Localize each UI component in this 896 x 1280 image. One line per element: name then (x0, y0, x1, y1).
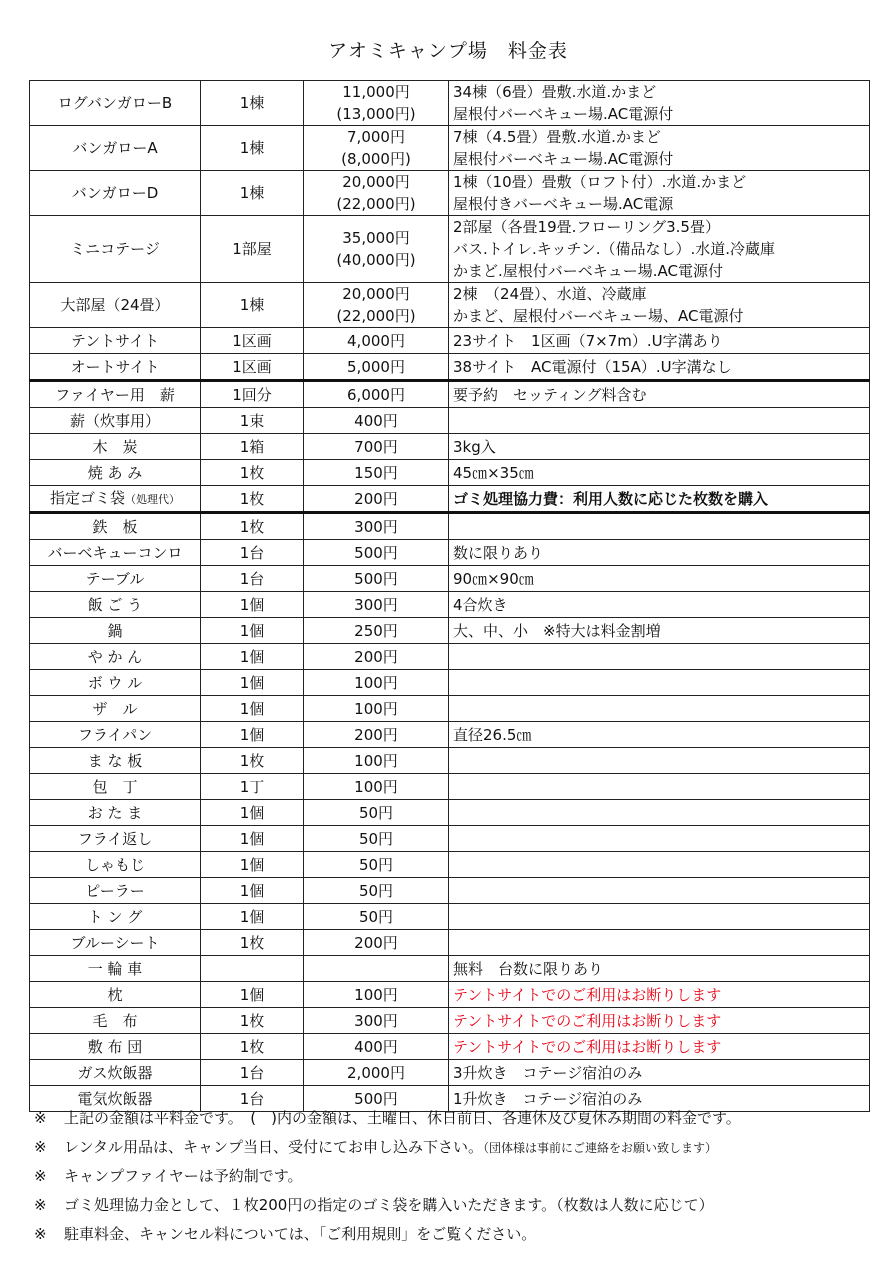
item-note: 無料 台数に限りあり (449, 956, 870, 982)
item-price: 150円 (304, 460, 449, 486)
item-note: テントサイトでのご利用はお断りします (449, 1034, 870, 1060)
item-price (304, 216, 449, 283)
note-line: バス.トイレ.キッチン.（備品なし）.水道.冷蔵庫 (453, 240, 776, 258)
table-row (30, 982, 870, 1008)
price-line: (13,000円) (336, 105, 416, 123)
item-note (449, 852, 870, 878)
item-price: 100円 (304, 982, 449, 1008)
item-name: しゃもじ (30, 852, 201, 878)
item-unit: 1区画 (201, 354, 304, 381)
table-row (30, 566, 870, 592)
item-note: 3kg入 (449, 434, 870, 460)
item-price: 50円 (304, 878, 449, 904)
item-note: 1升炊き コテージ宿泊のみ (449, 1086, 870, 1112)
item-unit: 1枚 (201, 486, 304, 513)
item-note: 4合炊き (449, 592, 870, 618)
table-row (30, 774, 870, 800)
item-note (449, 644, 870, 670)
item-note (449, 408, 870, 434)
note-line: 2棟 （24畳）、水道、冷蔵庫 (453, 285, 647, 303)
item-price: 500円 (304, 540, 449, 566)
item-note (449, 774, 870, 800)
item-note: 3升炊き コテージ宿泊のみ (449, 1060, 870, 1086)
item-name: ト ン グ (30, 904, 201, 930)
price-line: 35,000円 (342, 229, 410, 247)
item-name: バンガローA (30, 126, 201, 171)
table-row (30, 644, 870, 670)
item-name: 電気炊飯器 (30, 1086, 201, 1112)
item-price: 200円 (304, 486, 449, 513)
footnote-small: （団体様は事前にご連絡をお願い致します） (483, 1141, 718, 1155)
item-name: 薪（炊事用） (30, 408, 201, 434)
table-row (30, 592, 870, 618)
item-price: 200円 (304, 930, 449, 956)
table-row (30, 1008, 870, 1034)
table-row (30, 722, 870, 748)
note-line: 屋根付バーベキュー場.AC電源付 (453, 105, 674, 123)
table-row (30, 460, 870, 486)
note-line: 屋根付きバーベキュー場.AC電源 (453, 195, 674, 213)
item-name: ボ ウ ル (30, 670, 201, 696)
item-price: 300円 (304, 592, 449, 618)
item-unit: 1台 (201, 1086, 304, 1112)
footnote (34, 1222, 874, 1251)
item-name-note: （処理代） (125, 492, 180, 506)
item-price: 50円 (304, 852, 449, 878)
item-unit: 1台 (201, 540, 304, 566)
item-name: ザ ル (30, 696, 201, 722)
item-price (304, 956, 449, 982)
item-name: テントサイト (30, 328, 201, 354)
item-name: や か ん (30, 644, 201, 670)
item-price (304, 81, 449, 126)
item-price: 100円 (304, 696, 449, 722)
note-line: 2部屋（各畳19畳.フローリング3.5畳） (453, 218, 720, 236)
item-unit: 1箱 (201, 434, 304, 460)
item-unit: 1部屋 (201, 216, 304, 283)
item-unit: 1棟 (201, 126, 304, 171)
table-row (30, 381, 870, 408)
price-line: (22,000円) (336, 307, 416, 325)
item-unit: 1個 (201, 982, 304, 1008)
item-name: 敷 布 団 (30, 1034, 201, 1060)
item-name: 飯 ご う (30, 592, 201, 618)
item-name: フライパン (30, 722, 201, 748)
item-note (449, 283, 870, 328)
item-price: 400円 (304, 1034, 449, 1060)
table-row (30, 696, 870, 722)
item-note (449, 696, 870, 722)
item-price: 6,000円 (304, 381, 449, 408)
table-row (30, 1060, 870, 1086)
item-note: テントサイトでのご利用はお断りします (449, 1008, 870, 1034)
item-name: ピーラー (30, 878, 201, 904)
footnote-mark: ※ (34, 1225, 47, 1243)
price-line: (8,000円) (341, 150, 411, 168)
item-name: 毛 布 (30, 1008, 201, 1034)
item-unit: 1束 (201, 408, 304, 434)
item-unit: 1枚 (201, 748, 304, 774)
price-line: (40,000円) (336, 251, 416, 269)
item-name: オートサイト (30, 354, 201, 381)
item-unit: 1個 (201, 826, 304, 852)
item-price: 250円 (304, 618, 449, 644)
item-note (449, 826, 870, 852)
item-unit: 1区画 (201, 328, 304, 354)
item-unit: 1個 (201, 618, 304, 644)
item-name: ブルーシート (30, 930, 201, 956)
item-unit: 1枚 (201, 460, 304, 486)
item-unit: 1個 (201, 696, 304, 722)
item-unit: 1棟 (201, 283, 304, 328)
item-unit: 1個 (201, 722, 304, 748)
footnote (34, 1106, 874, 1135)
footnote (34, 1135, 874, 1164)
item-note: 数に限りあり (449, 540, 870, 566)
item-price: 100円 (304, 670, 449, 696)
table-row (30, 81, 870, 126)
item-price: 300円 (304, 513, 449, 540)
item-note (449, 81, 870, 126)
table-row (30, 216, 870, 283)
item-price: 100円 (304, 748, 449, 774)
item-unit: 1棟 (201, 171, 304, 216)
item-name: テーブル (30, 566, 201, 592)
footnote-text: 上記の金額は平料金です。 ( )内の金額は、土曜日、休日前日、各連休及び夏休み期間の料金です。 (64, 1109, 741, 1127)
item-unit: 1個 (201, 852, 304, 878)
item-unit: 1丁 (201, 774, 304, 800)
item-name: 大部屋（24畳） (30, 283, 201, 328)
item-name: 鉄 板 (30, 513, 201, 540)
table-row (30, 328, 870, 354)
item-unit: 1個 (201, 878, 304, 904)
item-note: 大、中、小 ※特大は料金割増 (449, 618, 870, 644)
price-line: 5,000円 (347, 357, 405, 376)
item-note (449, 171, 870, 216)
item-note (449, 748, 870, 774)
footnote-mark: ※ (34, 1138, 47, 1156)
item-price (304, 171, 449, 216)
item-note (449, 216, 870, 283)
item-note: 直径26.5㎝ (449, 722, 870, 748)
item-price: 50円 (304, 826, 449, 852)
item-note: テントサイトでのご利用はお断りします (449, 982, 870, 1008)
item-name: 木 炭 (30, 434, 201, 460)
item-note (449, 513, 870, 540)
item-name: バーベキューコンロ (30, 540, 201, 566)
item-unit: 1台 (201, 1060, 304, 1086)
item-price: 300円 (304, 1008, 449, 1034)
item-unit: 1枚 (201, 930, 304, 956)
item-unit: 1回分 (201, 381, 304, 408)
item-name: 枕 (30, 982, 201, 1008)
item-price: 700円 (304, 434, 449, 460)
table-row (30, 540, 870, 566)
note-line: 1棟（10畳）畳敷（ロフト付）.水道.かまど (453, 173, 747, 191)
item-price (304, 354, 449, 381)
table-row (30, 826, 870, 852)
footnote-text: レンタル用品は、キャンプ当日、受付にてお申し込み下さい。 (64, 1138, 484, 1156)
table-row (30, 800, 870, 826)
item-unit: 1個 (201, 904, 304, 930)
item-name: 一 輪 車 (30, 956, 201, 982)
footnote-text: 駐車料金、キャンセル料については、「ご利用規則」をご覧ください。 (64, 1225, 537, 1243)
item-price: 400円 (304, 408, 449, 434)
table-row (30, 171, 870, 216)
item-note (449, 904, 870, 930)
item-name: ま な 板 (30, 748, 201, 774)
item-name: 包 丁 (30, 774, 201, 800)
item-price: 50円 (304, 800, 449, 826)
table-row (30, 283, 870, 328)
table-row (30, 670, 870, 696)
table-row (30, 354, 870, 381)
footnotes (34, 1106, 874, 1251)
table-row (30, 434, 870, 460)
footnote-text: ゴミ処理協力金として、１枚200円の指定のゴミ袋を購入いただきます。（枚数は人数に応じて） (64, 1196, 714, 1214)
item-unit: 1個 (201, 644, 304, 670)
table-row (30, 408, 870, 434)
item-unit: 1個 (201, 670, 304, 696)
item-unit: 1枚 (201, 1008, 304, 1034)
item-name: 指定ゴミ袋（処理代） (30, 486, 201, 513)
item-unit: 1棟 (201, 81, 304, 126)
item-price: 500円 (304, 566, 449, 592)
price-table (29, 80, 870, 1112)
item-name: 鍋 (30, 618, 201, 644)
item-price: 50円 (304, 904, 449, 930)
table-row (30, 930, 870, 956)
item-note (449, 930, 870, 956)
item-name: ガス炊飯器 (30, 1060, 201, 1086)
note-line: 34棟（6畳）畳敷.水道.かまど (453, 83, 657, 101)
table-row (30, 126, 870, 171)
table-row (30, 878, 870, 904)
item-price: 200円 (304, 644, 449, 670)
item-price: 200円 (304, 722, 449, 748)
table-row (30, 904, 870, 930)
note-line: 7棟（4.5畳）畳敷.水道.かまど (453, 128, 661, 146)
footnote-mark: ※ (34, 1109, 47, 1127)
price-line: 20,000円 (342, 173, 410, 191)
item-note: ゴミ処理協力費：利用人数に応じた枚数を購入 (449, 486, 870, 513)
price-line: 4,000円 (347, 331, 405, 350)
table-row (30, 956, 870, 982)
footnote (34, 1164, 874, 1193)
item-price: 100円 (304, 774, 449, 800)
item-unit: 1枚 (201, 513, 304, 540)
item-note: 要予約 セッティング料含む (449, 381, 870, 408)
item-name: ログバンガローB (30, 81, 201, 126)
table-row (30, 852, 870, 878)
item-note: 90㎝×90㎝ (449, 566, 870, 592)
note-line: 38サイト AC電源付（15A）.U字溝なし (453, 357, 732, 376)
price-line: 20,000円 (342, 285, 410, 303)
table-row (30, 513, 870, 540)
price-line: 7,000円 (347, 128, 405, 146)
item-note (449, 354, 870, 381)
note-line: 23サイト 1区画（7×7m）.U字溝あり (453, 331, 723, 350)
item-name: フライ返し (30, 826, 201, 852)
note-line: かまど、屋根付バーベキュー場、AC電源付 (453, 307, 744, 325)
item-name: 焼 あ み (30, 460, 201, 486)
item-note (449, 670, 870, 696)
note-line: 屋根付バーベキュー場.AC電源付 (453, 150, 674, 168)
item-note (449, 328, 870, 354)
page-title: アオミキャンプ場 料金表 (328, 40, 568, 62)
item-name: バンガローD (30, 171, 201, 216)
item-name: ミニコテージ (30, 216, 201, 283)
item-note (449, 126, 870, 171)
item-note: 45㎝×35㎝ (449, 460, 870, 486)
item-note (449, 800, 870, 826)
item-unit: 1個 (201, 800, 304, 826)
price-line: (22,000円) (336, 195, 416, 213)
item-price (304, 126, 449, 171)
item-unit: 1枚 (201, 1034, 304, 1060)
item-name: ファイヤー用 薪 (30, 381, 201, 408)
table-row (30, 486, 870, 513)
item-price (304, 283, 449, 328)
footnote (34, 1193, 874, 1222)
table-row (30, 748, 870, 774)
table-row (30, 618, 870, 644)
footnote-text: キャンプファイヤーは予約制です。 (64, 1167, 303, 1185)
item-price: 2,000円 (304, 1060, 449, 1086)
item-unit: 1台 (201, 566, 304, 592)
note-line: かまど.屋根付バーベキュー場.AC電源付 (453, 262, 724, 280)
item-price: 500円 (304, 1086, 449, 1112)
footnote-mark: ※ (34, 1167, 47, 1185)
item-note (449, 878, 870, 904)
item-name: お た ま (30, 800, 201, 826)
footnote-mark: ※ (34, 1196, 47, 1214)
item-unit (201, 956, 304, 982)
item-unit: 1個 (201, 592, 304, 618)
price-line: 11,000円 (342, 83, 410, 101)
table-row (30, 1034, 870, 1060)
item-price (304, 328, 449, 354)
